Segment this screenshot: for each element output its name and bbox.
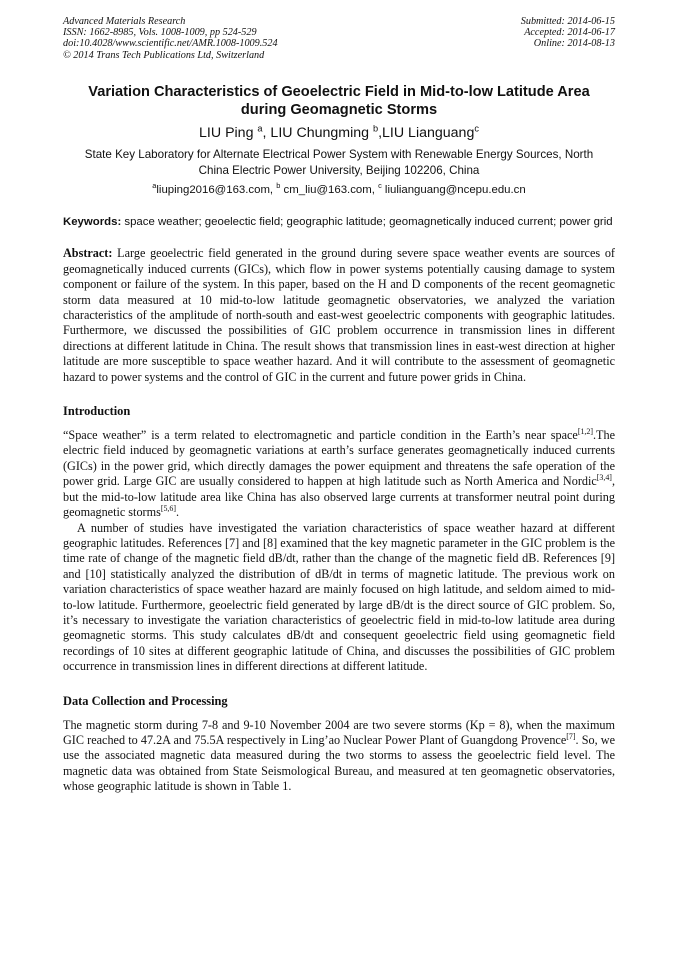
author-2: , LIU Chungming (262, 124, 373, 141)
data-p1-text-a: The magnetic storm during 7-8 and 9-10 November 2004 are two severe storms (Kp = 8), when the maximum GIC reached to 47.2A and 75.5A respectively in Ling’ao Nuclear Power Plant of Guangdong Provence (63, 717, 615, 747)
author-emails (63, 183, 615, 198)
accepted-date: Accepted: 2014-06-17 (524, 27, 615, 39)
intro-p1-ref-1: [1,2] (577, 427, 593, 436)
keywords-text: space weather; geoelectic field; geographic latitude; geomagnetically induced current; power grid (121, 215, 613, 228)
keywords (63, 215, 615, 230)
data-collection-heading: Data Collection and Processing (63, 693, 228, 708)
intro-p1-ref-2: [3,4] (596, 473, 612, 483)
introduction-paragraph-2: A number of studies have investigated the variation characteristics of space weather hazard at different geographic latitudes. References [7] and [8] examined that the key magnetic parameter in the GIC problem is the time rate of change of the magnetic field dB/dt, rather than the change of the magnetic field dB. References [9] and [10] statistically analyzed the distribution of dB/dt in terms of magnetic latitude. The previous work on variation characteristics of space weather hazard are mainly focused on high latitude, and seldom aimed to mid-to-low latitude. Furthermore, geoelectric field generated by large dB/dt is the direct source of GIC problem. So, it’s necessary to investigate the variation characteristics of geoelectric field in mid-to-low latitude area during geomagnetic storms. This study calculates dB/dt and consequent geoelectric field using geomagnetic field recordings of 10 sites at different geographic latitude of China, and discusses the possibilities of GIC problem occurrence in transmission lines in different directions at different latitude. (63, 520, 615, 674)
affiliation (63, 147, 615, 179)
introduction-heading: Introduction (63, 404, 131, 419)
abstract (63, 246, 615, 385)
email-c: liulianguang@ncepu.edu.cn (381, 183, 526, 196)
title-line-2: during Geomagnetic Storms (240, 101, 438, 118)
abstract-text: Large geoelectric field generated in the ground during severe space weather events are sources of geomagnetically induced currents (GICs), which flow in power systems potentially causing damage to system component or failure of the system. In this paper, based on the H and D components of the recent geomagnetic storm data measured at 10 mid-to-low latitude geomagnetic observatories, we analyzed the variation characteristics of the amplitude of north-south and east-west geoelectric components with geographic latitudes. Furthermore, we discussed the possibilities of GIC problem occurrence in transmission lines in different directions at different latitude in China. The result shows that transmission lines in east-west direction at higher latitude are more susceptible to space weather hazard. And it will contribute to the assessment of geomagnetic hazard to power systems and the control of GIC in the current and future power grids in China. (63, 246, 615, 384)
author-3: ,LIU Lianguang (378, 124, 475, 141)
author-3-sup: c (474, 123, 479, 134)
introduction-paragraph-1 (63, 428, 615, 520)
intro-p1-text-c: , but the mid-to-low latitude area like China has also observed large currents at transformer neutral point during geomagnetic storms (63, 474, 615, 520)
affiliation-line-2: China Electric Power University, Beijing 102206, China (198, 163, 480, 177)
author-1: LIU Ping (199, 124, 258, 141)
submission-dates (521, 16, 615, 61)
intro-p1-ref-3: [5,6] (160, 504, 177, 514)
online-date: Online: 2014-08-13 (533, 38, 615, 50)
author-2-sup: b (372, 123, 379, 134)
email-b-sup: b (276, 181, 281, 191)
abstract-label: Abstract: (63, 246, 113, 261)
submitted-date: Submitted: 2014-06-15 (520, 16, 615, 27)
journal-copyright: © 2014 Trans Tech Publications Ltd, Switzerland (63, 49, 265, 61)
intro-p1-text-b: .The electric field induced by geomagnetic variations at earth’s surface generates geomagnetically induced currents (GICs) in the power grid, which directly damages the power equipment and threatens the safe operation of the power grid. Large GIC are usually considered to happen at high latitude such as North America and Nordic (63, 428, 615, 489)
intro-p1-text-d: . (176, 505, 180, 520)
author-list (63, 125, 615, 142)
paper-title (63, 83, 615, 119)
journal-doi: doi:10.4028/www.scientific.net/AMR.1008-1009.524 (63, 38, 278, 50)
email-a-sup: a (152, 181, 157, 191)
data-p1-ref: [7] (566, 731, 576, 741)
journal-name: Advanced Materials Research (63, 16, 186, 27)
email-a: liuping2016@163.com, (156, 183, 277, 196)
intro-p1-text-a: “Space weather” is a term related to electromagnetic and particle condition in the Earth’s near space (63, 428, 578, 443)
affiliation-line-1: State Key Laboratory for Alternate Electrical Power System with Renewable Energy Sources, North (84, 147, 594, 161)
email-b: cm_liu@163.com, (280, 183, 379, 196)
keywords-label: Keywords: (63, 215, 122, 228)
author-1-sup: a (257, 123, 263, 134)
data-collection-paragraph (63, 718, 615, 795)
email-c-sup: c (378, 181, 382, 191)
journal-header (63, 16, 615, 61)
title-line-1: Variation Characteristics of Geoelectric Field in Mid-to-low Latitude Area (88, 83, 590, 100)
journal-issn: ISSN: 1662-8985, Vols. 1008-1009, pp 524-529 (63, 27, 257, 39)
data-p1-text-b: . So, we use the associated magnetic data measured during the two storms to assess the geoelectric field level. The magnetic data was obtained from State Seismological Bureau, and measured at ten geomagnetic observatories, whose geographic latitude is shown in Table 1. (63, 732, 615, 794)
journal-info (63, 16, 278, 61)
